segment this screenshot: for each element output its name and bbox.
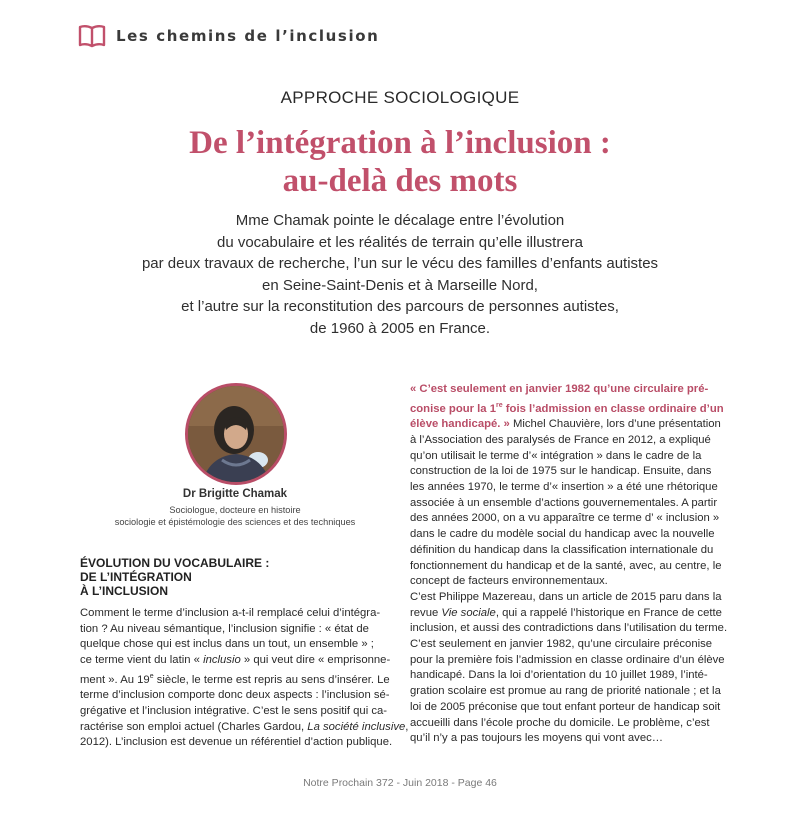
superscript: re — [496, 401, 503, 409]
author-role — [80, 504, 390, 528]
paragraph-line: loi de 2005 préconise que tout enfant porteur de handicap soit — [410, 700, 721, 713]
text-run: conise pour la 1 — [410, 402, 497, 415]
article-standfirst — [0, 210, 800, 339]
paragraph-line: terme d’inclusion comporte donc deux aspects : l’inclusion sé- — [80, 689, 390, 702]
section-heading — [80, 556, 380, 598]
paragraph-line — [410, 606, 722, 622]
paragraph-line: quelque chose qui est inclus dans un tout, un ensemble » ; — [80, 638, 374, 651]
section-heading-line: DE L’INTÉGRATION — [80, 570, 192, 584]
text-run: ractérise son emploi actuel (Charles Gardou, — [80, 720, 308, 733]
right-column-text — [410, 382, 728, 747]
text-run: ment ». Au 19 — [80, 673, 150, 686]
paragraph-line: concept de facteurs environnementaux. — [410, 575, 608, 588]
open-book-icon — [78, 24, 106, 48]
paragraph-line: qu’il n’y a pas toujours les moyens qui vont avec… — [410, 732, 664, 745]
paragraph-line: C’est seulement en janvier 1982, qu’une circulaire préconise — [410, 638, 713, 651]
paragraph-line: handicapé. Dans la loi d’orientation du 10 juillet 1989, l’inté- — [410, 669, 708, 682]
author-role-line: sociologie et épistémologie des sciences et des techniques — [114, 517, 356, 527]
author-portrait — [185, 383, 287, 485]
paragraph-line: tion ? Au niveau sémantique, l’inclusion signifie : « état de — [80, 622, 369, 635]
journal-title: Vie sociale — [441, 606, 496, 619]
pull-quote-end: élève handicapé. » — [410, 418, 510, 431]
latin-term: inclusio — [203, 654, 241, 667]
section-heading-line: À L’INCLUSION — [80, 584, 169, 598]
article-kicker: APPROCHE SOCIOLOGIQUE — [280, 88, 520, 107]
paragraph-line: 2012). L’inclusion est devenue un référentiel d’action publique. — [80, 736, 393, 749]
standfirst-line: et l’autre sur la reconstitution des parcours de personnes autistes, — [181, 298, 619, 315]
paragraph-line — [80, 653, 390, 669]
paragraph-line: dans le cadre du modèle social du handicap avec la nouvelle — [410, 528, 715, 541]
paragraph-line: qu’on utilisait le terme d’« intégration » dans le cadre de la — [410, 449, 702, 462]
standfirst-line: du vocabulaire et les réalités de terrain qu’elle illustrera — [216, 233, 584, 251]
left-column-text — [80, 606, 409, 751]
text-run: siècle, le terme est repris au sens d’insérer. Le — [153, 673, 390, 686]
article-title — [0, 124, 800, 200]
superscript: e — [149, 672, 154, 680]
text-run: , qui a rappelé l’historique en France de cette — [495, 606, 722, 619]
standfirst-line: en Seine-Saint-Denis et à Marseille Nord, — [262, 276, 538, 294]
title-line-2: au-delà des mots — [282, 163, 518, 199]
title-line-1: De l’intégration à l’inclusion : — [189, 125, 611, 161]
standfirst-line: Mme Chamak pointe le décalage entre l’évolution — [235, 212, 565, 229]
book-title: La société inclusive — [307, 720, 406, 733]
text-run: Michel Chauvière, lors d’une présentation — [509, 418, 721, 431]
paragraph-line: inclusion, et aussi des contradictions dans l’utilisation du terme. — [410, 622, 728, 635]
paragraph-line: Comment le terme d’inclusion a-t-il remplacé celui d’intégra- — [80, 607, 381, 619]
pull-quote-line: « C’est seulement en janvier 1982 qu’une circulaire pré- — [410, 383, 709, 395]
section-rubric — [78, 22, 379, 50]
paragraph-line: pour la première fois l’admission en classe ordinaire d’un élève — [410, 653, 725, 666]
paragraph-line: des années 2000, on a vu apparaître ce terme d’ « inclusion » — [410, 512, 720, 525]
text-run: , — [405, 720, 409, 733]
paragraph-line: gration scolaire est promue au rang de priorité nationale ; et la — [410, 685, 721, 698]
paragraph-line — [80, 720, 409, 736]
paragraph-line: construction de la loi de 1975 sur le handicap. Ensuite, dans — [410, 465, 712, 478]
paragraph-line: grégative et l’inclusion intégrative. C’est le sens positif qui ca- — [80, 704, 388, 717]
page-footer: Notre Prochain 372 - Juin 2018 - Page 46 — [303, 777, 497, 789]
pull-quote-line — [410, 398, 722, 417]
author-role-line: Sociologue, docteure en histoire — [169, 505, 301, 515]
paragraph-line: définition du handicap dans la classification internationale du — [410, 543, 714, 556]
text-run: fois l’admission en classe ordinaire d’un — [502, 402, 724, 415]
standfirst-line: de 1960 à 2005 en France. — [309, 319, 491, 337]
standfirst-line: par deux travaux de recherche, l’un sur le vécu des familles d’enfants autistes — [141, 255, 659, 272]
author-name: Dr Brigitte Chamak — [182, 488, 288, 500]
paragraph-line: à l’Association des paralysés de France en 2012, a expliqué — [410, 433, 711, 446]
text-run: revue — [410, 606, 442, 619]
paragraph-line: associée à un ensemble d’actions gouvernementales. A partir — [410, 496, 718, 509]
paragraph-line: C’est Philippe Mazereau, dans un article de 2015 paru dans la — [410, 590, 722, 603]
section-heading-line: ÉVOLUTION DU VOCABULAIRE : — [80, 556, 270, 570]
rubric-title: Les chemins de l’inclusion — [116, 27, 380, 45]
text-run: » qui veut dire « emprisonne- — [240, 654, 391, 667]
paragraph-line — [80, 669, 390, 688]
paragraph-line: accueilli dans l’école proche du domicile. Le problème, c’est — [410, 716, 710, 729]
paragraph-line: les années 1970, le terme d’« insertion » a été une rhétorique — [410, 480, 718, 493]
paragraph-line — [410, 417, 722, 433]
text-run: ce terme vient du latin « — [80, 654, 204, 667]
paragraph-line: fonctionnement du handicap et de la santé, avec, au centre, le — [410, 559, 722, 572]
